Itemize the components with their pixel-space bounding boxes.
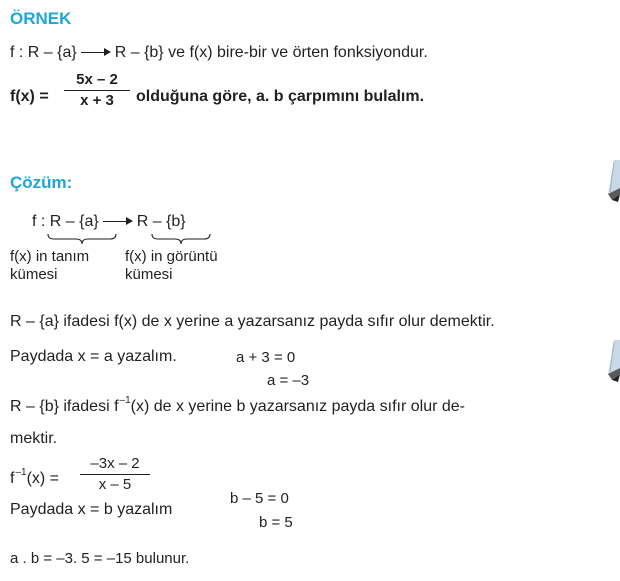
paragraph-domain-explanation: R – {a} ifadesi f(x) de x yerine a yazarsanız payda sıfır olur demektir. <box>10 313 495 330</box>
function-definition <box>10 44 428 62</box>
example-title: ÖRNEK <box>10 9 72 28</box>
function-formula-fraction <box>64 71 130 110</box>
domain-brace-icon <box>46 232 118 246</box>
paragraph-range-explanation <box>10 395 466 416</box>
inverse-function-lhs <box>10 467 60 488</box>
inverse-f-exponent: –1 <box>15 467 27 478</box>
domain-label-line1: f(x) in tanım <box>10 248 90 265</box>
fraction-bar <box>64 90 130 91</box>
paragraph-range-continuation: mektir. <box>10 430 58 447</box>
equation-a-value: a = –3 <box>267 372 310 389</box>
inverse-exponent: –1 <box>119 395 131 406</box>
inverse-numerator: –3x – 2 <box>90 455 140 472</box>
inverse-fraction-bar <box>80 474 150 475</box>
inverse-f: f <box>10 470 15 487</box>
domain-expression: f : R – {a} <box>10 44 77 61</box>
range-label-line2: kümesi <box>125 266 173 283</box>
solution-title: Çözüm: <box>10 173 73 192</box>
mapping-domain: f : R – {a} <box>32 213 99 230</box>
domain-label-line2: kümesi <box>10 266 58 283</box>
paragraph-substitute-a: Paydada x = a yazalım. <box>10 348 177 365</box>
function-description: R – {b} ve f(x) bire-bir ve örten fonksiyondur. <box>114 44 428 61</box>
inverse-denominator: x – 5 <box>98 476 132 493</box>
paragraph-range-part2: (x) de x yerine b yazarsanız payda sıfır olur de- <box>130 398 466 415</box>
domain-label <box>10 248 89 284</box>
function-formula-lhs: f(x) = <box>10 88 49 105</box>
equation-a-plus-3: a + 3 = 0 <box>236 349 296 366</box>
result-line: a . b = –3. 5 = –15 bulunur. <box>10 550 190 567</box>
equation-b-value: b = 5 <box>259 514 293 531</box>
range-brace-icon <box>150 232 212 246</box>
inverse-function-fraction <box>80 455 150 494</box>
mapping-range: R – {b} <box>136 213 186 230</box>
pencil-icon-2 <box>596 340 620 382</box>
range-label-line1: f(x) in görüntü <box>125 248 218 265</box>
pencil-icon <box>596 160 620 202</box>
equation-b-minus-5: b – 5 = 0 <box>230 490 289 507</box>
fraction-numerator: 5x – 2 <box>76 71 118 88</box>
paragraph-range-part1: R – {b} ifadesi f <box>10 398 119 415</box>
question-text: olduğuna göre, a. b çarpımını bulalım. <box>136 88 425 105</box>
inverse-x-equals: (x) = <box>26 470 60 487</box>
mapping-line <box>32 213 186 231</box>
paragraph-substitute-b: Paydada x = b yazalım <box>10 501 173 518</box>
fraction-denominator: x + 3 <box>80 92 114 109</box>
range-label <box>125 248 218 284</box>
arrow-right-icon <box>103 217 133 227</box>
arrow-right-icon <box>81 48 111 58</box>
